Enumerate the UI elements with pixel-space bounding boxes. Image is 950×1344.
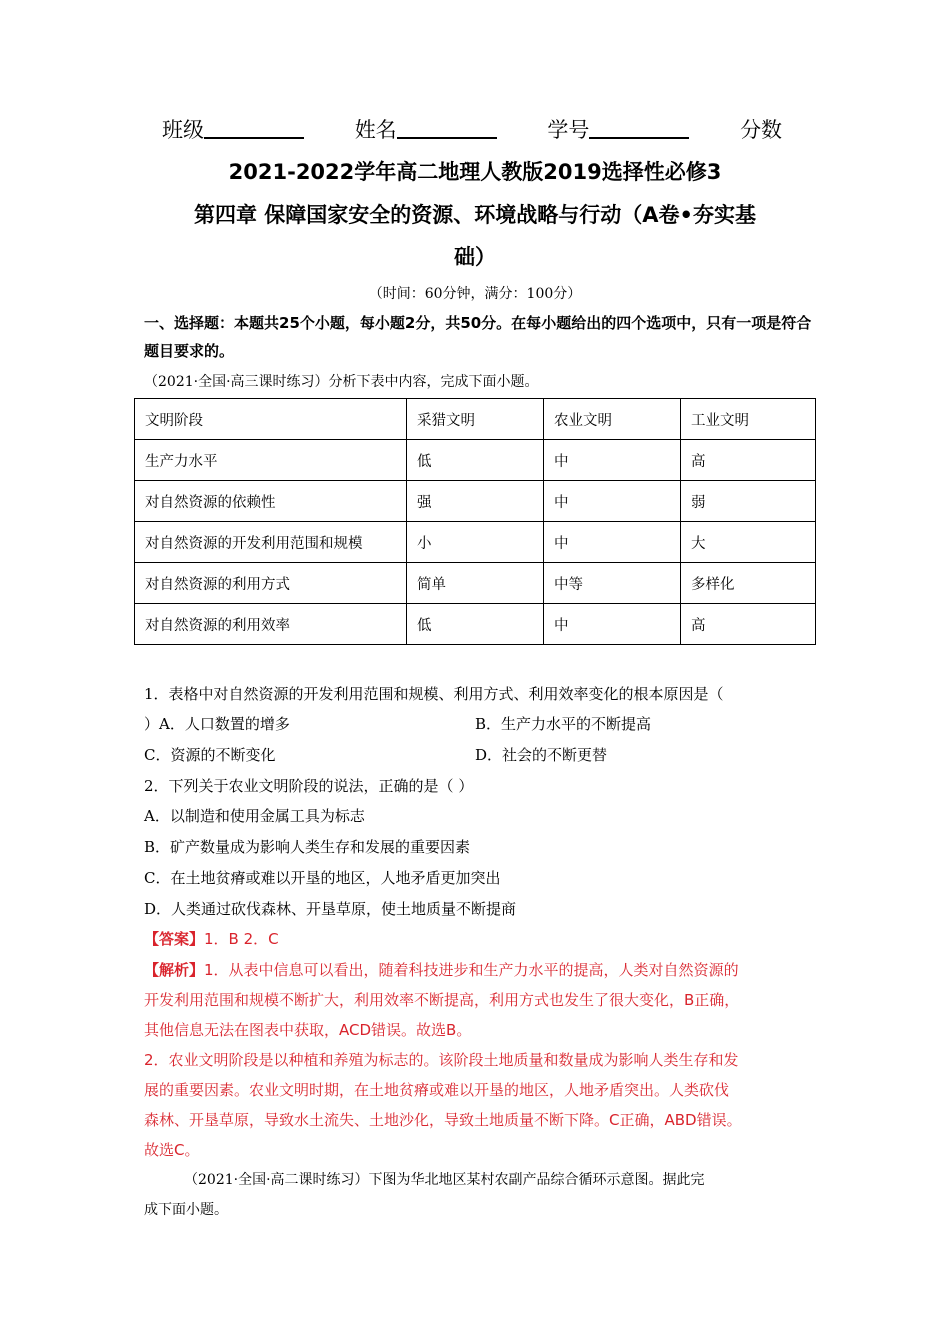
table-cell: 低 (407, 440, 544, 481)
table-header-cell: 工业文明 (681, 399, 816, 440)
table-cell: 大 (681, 522, 816, 563)
table-cell: 低 (407, 604, 544, 645)
exam-time-info: （时间：60分钟，满分：100分） (368, 286, 582, 302)
analysis-p1-line-3: 其他信息无法在图表中获取，ACD错误。故选B。 (144, 1021, 472, 1039)
name-label: 姓名 (354, 118, 397, 142)
q1-option-d: D．社会的不断更替 (475, 746, 608, 764)
title-line-2: 第四章 保障国家安全的资源、环境战略与行动（A卷•夯实基 (194, 203, 756, 227)
q2-option-b: B．矿产数量成为影响人类生存和发展的重要因素 (144, 838, 471, 856)
q1-option-a: ）A．人口数置的增多 (144, 715, 290, 733)
q1-option-c: C．资源的不断变化 (144, 746, 276, 764)
table-cell: 对自然资源的依赖性 (135, 481, 407, 522)
table-cell: 中 (544, 604, 681, 645)
question-2-stem: 2．下列关于农业文明阶段的说法，正确的是（ ） (144, 777, 474, 795)
table-row (135, 522, 816, 563)
question-1-stem: 1．表格中对自然资源的开发利用范围和规模、利用方式、利用效率变化的根本原因是（ (144, 685, 724, 703)
table-row (135, 604, 816, 645)
student-info-line (162, 114, 862, 144)
section-heading: 一、选择题：本题共25个小题，每小题2分，共50分。在每小题给出的四个选项中，只有一项是符合题目要求的。 (144, 314, 812, 360)
analysis-p2-line-3: 森林、开垦草原，导致水土流失、土地沙化，导致土地质量不断下降。C正确，ABD错误。 (144, 1111, 742, 1129)
question-source-2-line-2: 成下面小题。 (144, 1202, 228, 1218)
table-cell: 高 (681, 440, 816, 481)
analysis-line-1 (144, 955, 824, 985)
analysis-p1-line-1: 1．从表中信息可以看出，随着科技进步和生产力水平的提高，人类对自然资源的 (204, 961, 739, 979)
table-cell: 中 (544, 440, 681, 481)
score-label: 分数 (740, 118, 783, 142)
table-cell: 小 (407, 522, 544, 563)
table-header-cell: 采猎文明 (407, 399, 544, 440)
q2-option-c: C．在土地贫瘠或难以开垦的地区，人地矛盾更加突出 (144, 869, 501, 887)
table-cell: 强 (407, 481, 544, 522)
table-row (135, 440, 816, 481)
question-source-2-line-1: （2021·全国·高二课时练习）下图为华北地区某村农副产品综合循环示意图。据此完 (184, 1172, 705, 1188)
id-label: 学号 (547, 118, 590, 142)
title-line-1: 2021-2022学年高二地理人教版2019选择性必修3 (228, 160, 722, 184)
table-row (135, 481, 816, 522)
table-cell: 简单 (407, 563, 544, 604)
table-cell: 生产力水平 (135, 440, 407, 481)
analysis-label: 【解析】 (144, 961, 205, 979)
answer-label: 【答案】 (144, 930, 205, 948)
analysis-p1-line-2: 开发利用范围和规模不断扩大，利用效率不断提高，利用方式也发生了很大变化，B正确， (144, 991, 740, 1009)
title-line-3: 础） (454, 245, 496, 269)
table-cell: 对自然资源的开发利用范围和规模 (135, 522, 407, 563)
class-blank (204, 115, 304, 139)
table-cell: 多样化 (681, 563, 816, 604)
analysis-p2-line-4: 故选C。 (144, 1141, 200, 1159)
table-cell: 高 (681, 604, 816, 645)
answer-text: 1．B 2．C (204, 930, 279, 948)
question-source-1: （2021·全国·高三课时练习）分析下表中内容，完成下面小题。 (144, 374, 539, 390)
table-row (135, 563, 816, 604)
table-cell: 对自然资源的利用效率 (135, 604, 407, 645)
table-cell: 中等 (544, 563, 681, 604)
name-blank (397, 115, 497, 139)
table-cell: 对自然资源的利用方式 (135, 563, 407, 604)
q2-option-d: D．人类通过砍伐森林、开垦草原，使土地质量不断提商 (144, 900, 517, 918)
class-label: 班级 (162, 118, 204, 142)
q1-option-b: B．生产力水平的不断提高 (475, 715, 652, 733)
table-cell: 中 (544, 481, 681, 522)
civilization-table (134, 398, 816, 645)
table-header-cell: 农业文明 (544, 399, 681, 440)
table-cell: 弱 (681, 481, 816, 522)
question-1-options-ab (144, 712, 824, 736)
question-1-options-cd (144, 743, 824, 767)
answer-line (144, 924, 824, 954)
analysis-p2-line-2: 展的重要因素。农业文明时期，在土地贫瘠或难以开垦的地区，人地矛盾突出。人类砍伐 (144, 1081, 730, 1099)
q2-option-a: A．以制造和使用金属工具为标志 (144, 807, 365, 825)
table-cell: 中 (544, 522, 681, 563)
table-header-cell: 文明阶段 (135, 399, 407, 440)
id-blank (589, 115, 689, 139)
table-header-row (135, 399, 816, 440)
analysis-p2-line-1: 2．农业文明阶段是以种植和养殖为标志的。该阶段土地质量和数量成为影响人类生存和发 (144, 1051, 739, 1069)
